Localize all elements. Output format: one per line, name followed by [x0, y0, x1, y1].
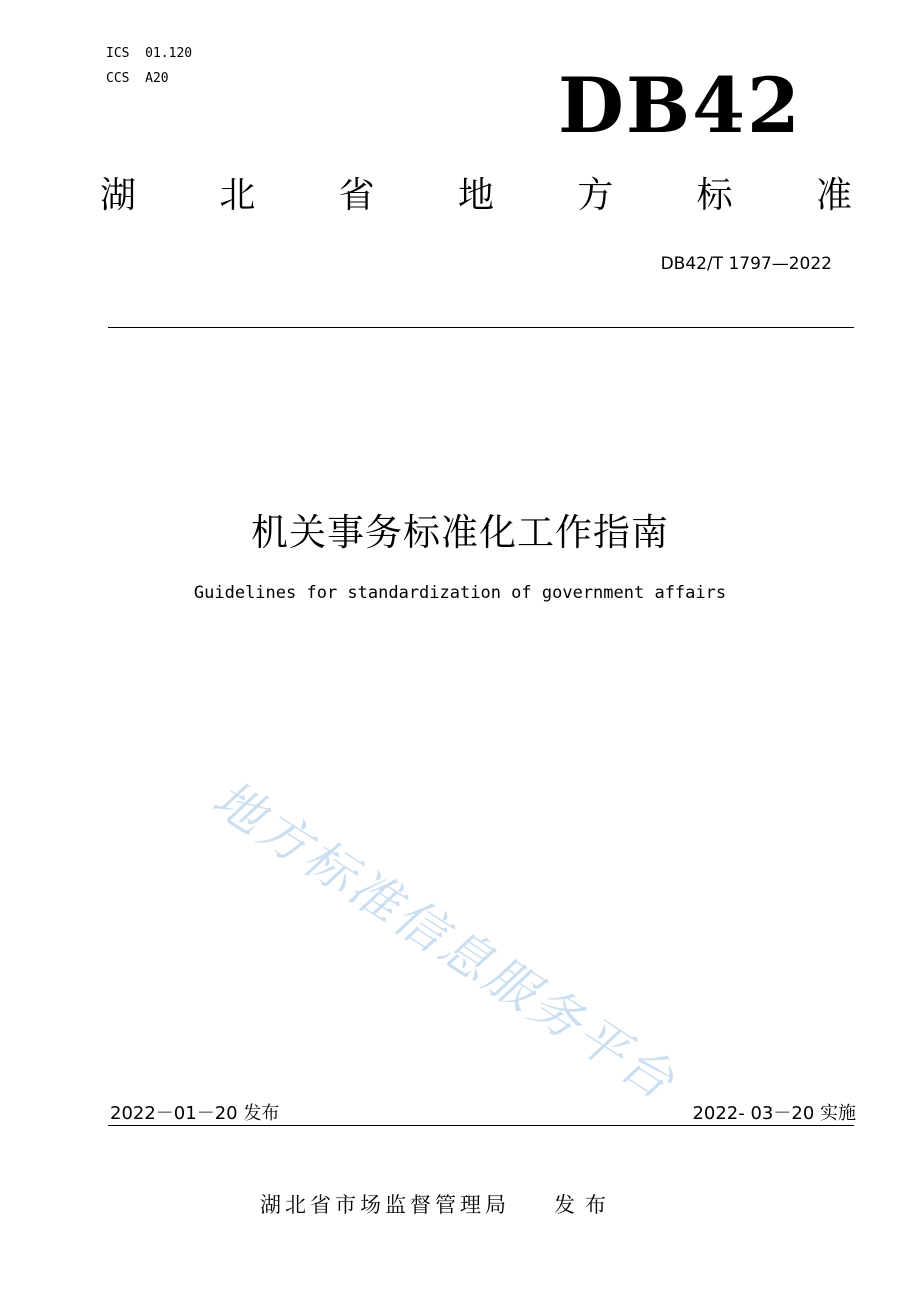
document-title-zh: 机关事务标准化工作指南 [251, 511, 669, 554]
issue-date: 2022－01－20 发布 [110, 1103, 280, 1124]
top-divider [108, 327, 854, 328]
publisher-action: 发布 [554, 1193, 616, 1217]
publisher-name: 湖北省市场监督管理局 [260, 1193, 510, 1217]
implementation-date: 2022- 03－20 实施 [692, 1103, 856, 1124]
watermark: 地方标准信息服务平台 [202, 769, 687, 1112]
publisher-block [260, 1189, 616, 1219]
standard-type-char: 湖 [100, 175, 137, 216]
document-title-en: Guidelines for standardization of government affairs [193, 583, 727, 603]
ics-code: ICS 01.120 [106, 46, 193, 61]
standard-type-heading [100, 175, 852, 216]
standard-type-char: 方 [577, 175, 614, 216]
standard-type-char: 标 [696, 175, 733, 216]
standard-logo: DB42 [558, 61, 802, 150]
standard-type-char: 省 [338, 175, 375, 216]
standard-number: DB42/T 1797—2022 [660, 254, 832, 274]
ccs-code: CCS A20 [106, 71, 169, 86]
bottom-divider [108, 1125, 854, 1126]
standard-type-char: 北 [219, 175, 256, 216]
standard-type-char: 地 [457, 175, 494, 216]
standard-type-char: 准 [815, 175, 852, 216]
